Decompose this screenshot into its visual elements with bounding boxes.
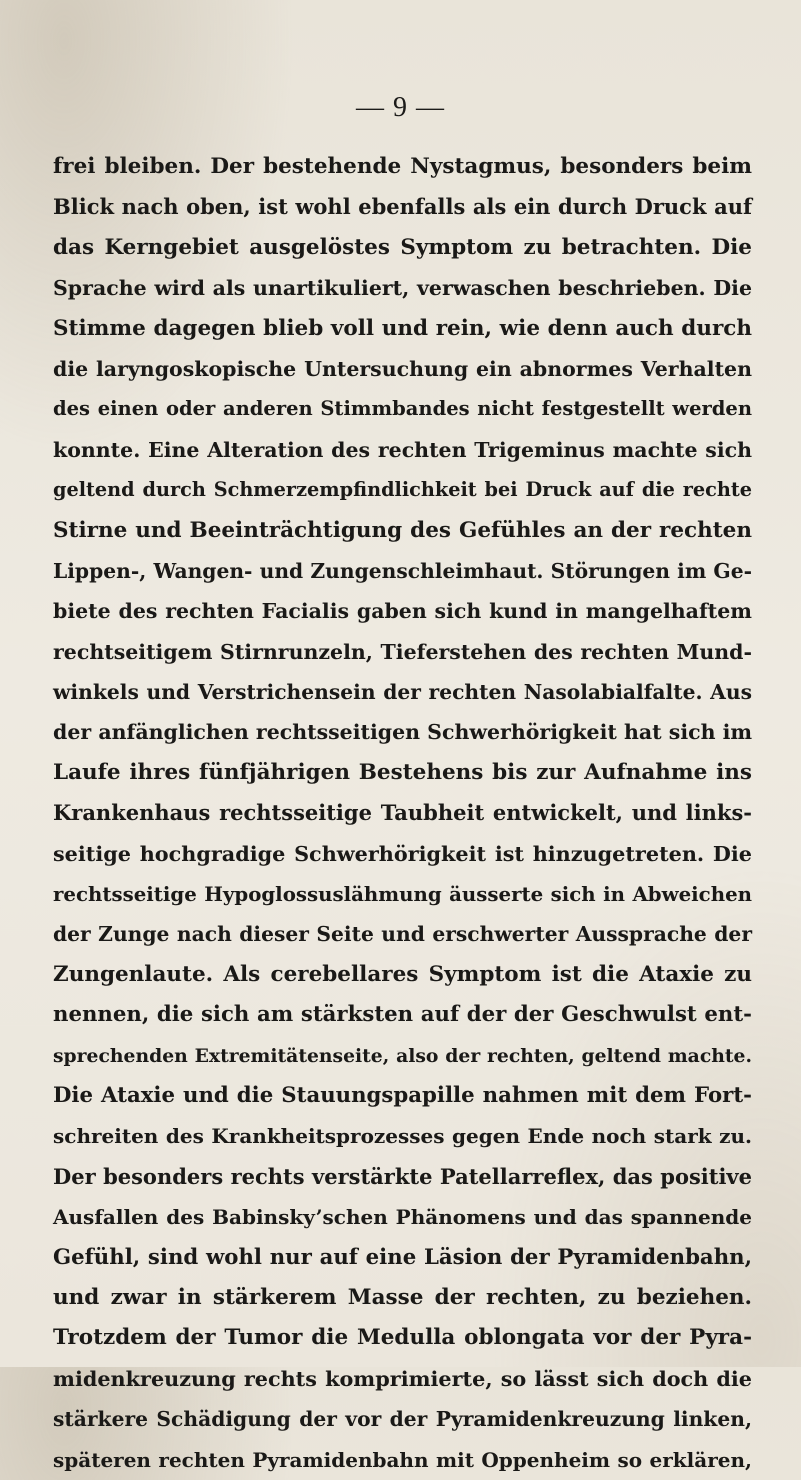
text-line: des einen oder anderen Stimmbandes nicht festgestellt werden	[53, 397, 752, 421]
text-line: das Kerngebiet ausgelöstes Symptom zu betrachten. Die	[53, 234, 752, 260]
text-line: biete des rechten Facialis gaben sich kund in mangelhaftem	[53, 599, 752, 624]
page-number: — 9 —	[356, 92, 445, 123]
text-line: winkels und Verstrichensein der rechten Nasolabialfalte. Aus	[53, 680, 752, 705]
text-line: sprechenden Extremitätenseite, also der rechten, geltend machte.	[53, 1044, 752, 1067]
text-line: Die Ataxie und die Stauungspapille nahmen mit dem Fort-	[53, 1082, 752, 1108]
text-line: Blick nach oben, ist wohl ebenfalls als ein durch Druck auf	[53, 194, 752, 220]
text-line: midenkreuzung rechts komprimierte, so lässt sich doch die	[53, 1366, 752, 1391]
text-line: Stimme dagegen blieb voll und rein, wie denn auch durch	[53, 315, 752, 341]
body-text	[53, 147, 752, 1480]
text-line: Ausfallen des Babinsky’schen Phänomens und das spannende	[53, 1205, 752, 1230]
text-line: frei bleiben. Der bestehende Nystagmus, besonders beim	[53, 154, 752, 179]
text-line: nennen, die sich am stärksten auf der der Geschwulst ent-	[53, 1002, 752, 1028]
text-line: seitige hochgradige Schwerhörigkeit ist hinzugetreten. Die	[53, 841, 752, 866]
text-line: Krankenhaus rechtsseitige Taubheit entwickelt, und links-	[53, 800, 752, 826]
text-line: Laufe ihres fünfjährigen Bestehens bis zur Aufnahme ins	[53, 759, 752, 785]
text-line: Der besonders rechts verstärkte Patellarreflex, das positive	[53, 1163, 752, 1189]
text-line: rechtseitigem Stirnrunzeln, Tieferstehen des rechten Mund-	[53, 639, 752, 664]
text-line: konnte. Eine Alteration des rechten Trigeminus machte sich	[53, 437, 752, 462]
text-line: Trotzdem der Tumor die Medulla oblongata vor der Pyra-	[53, 1325, 752, 1351]
text-line: schreiten des Krankheitsprozesses gegen Ende noch stark zu.	[53, 1124, 752, 1149]
text-line: und zwar in stärkerem Masse der rechten, zu beziehen.	[53, 1284, 752, 1310]
text-line: der Zunge nach dieser Seite und erschwerter Aussprache der	[53, 922, 752, 947]
text-line: Sprache wird als unartikuliert, verwaschen beschrieben. Die	[53, 276, 752, 301]
text-line: geltend durch Schmerzempfindlichkeit bei Druck auf die rechte	[53, 478, 752, 502]
text-line: Zungenlaute. Als cerebellares Symptom ist die Ataxie zu	[53, 961, 752, 987]
text-line: stärkere Schädigung der vor der Pyramidenkreuzung linken,	[53, 1407, 752, 1432]
text-line: der anfänglichen rechtsseitigen Schwerhörigkeit hat sich im	[53, 720, 753, 745]
text-line: späteren rechten Pyramidenbahn mit Oppenheim so erklären,	[53, 1447, 752, 1472]
text-line: Stirne und Beeinträchtigung des Gefühles an der rechten	[53, 517, 752, 543]
text-line: die laryngoskopische Untersuchung ein abnormes Verhalten	[53, 356, 752, 381]
text-line: rechtsseitige Hypoglossuslähmung äusserte sich in Abweichen	[53, 882, 752, 907]
text-line: Lippen-, Wangen- und Zungenschleimhaut. Störungen im Ge-	[53, 558, 752, 583]
text-line: Gefühl, sind wohl nur auf eine Läsion der Pyramidenbahn,	[53, 1244, 752, 1270]
